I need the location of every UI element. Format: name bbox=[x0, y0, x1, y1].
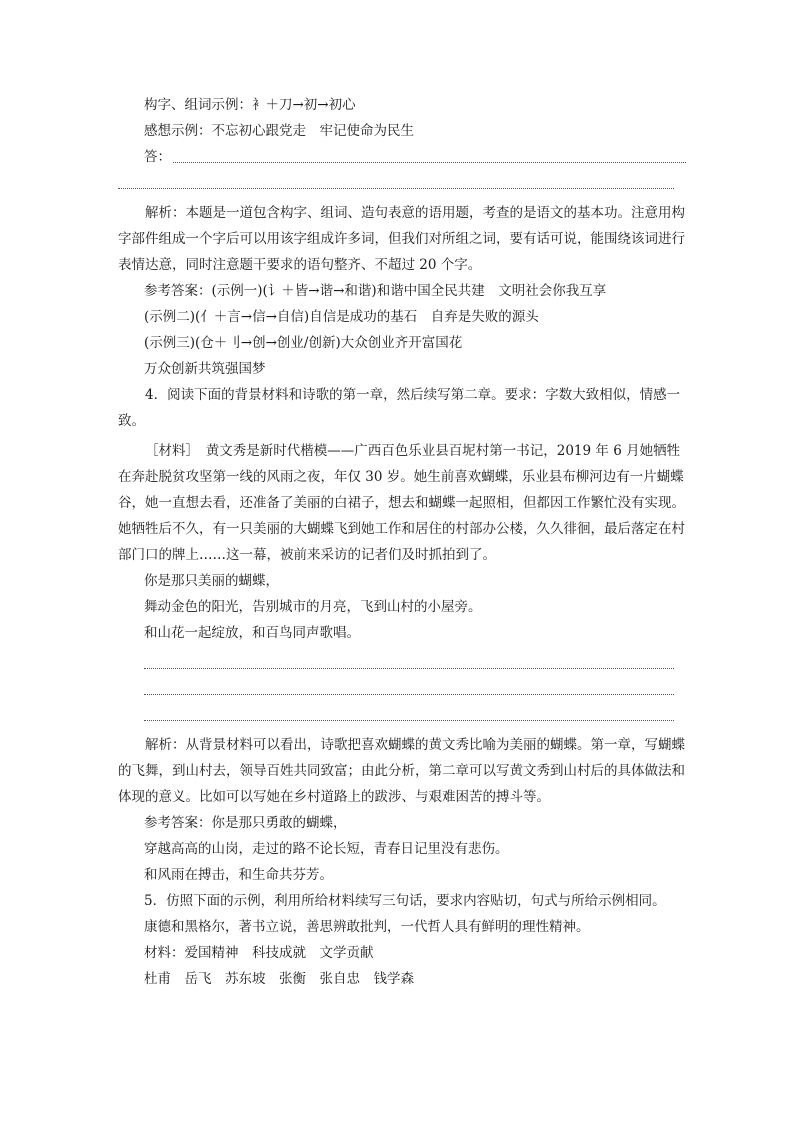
reference-poem-line-2: 穿越高高的山岗，走过的路不论长短，青春日记里没有悲伤。 bbox=[144, 841, 509, 857]
question-5-material: 材料：爱国精神 科技成就 文学贡献 bbox=[144, 945, 374, 961]
analysis-paragraph-2: 解析：从背景材料可以看出，诗歌把喜欢蝴蝶的黄文秀比喻为美丽的蝴蝶。第一章，写蝴蝶的飞舞，到山村去，领导百姓共同致富；由此分析，第二章可以写黄文秀到山村后的具体做法和体现的意义。比如可以写她在乡村道路上的跋涉、与艰难困苦的搏斗等。 bbox=[118, 737, 685, 805]
question-4-material: ［材料］ 黄文秀是新时代楷模——广西百色乐业县百坭村第一书记，2019 年 6 月她牺牲在奔赴脱贫攻坚第一线的风雨之夜，年仅 30 岁。她生前喜欢蝴蝶，乐业县布柳河边有一片蝴蝶谷，她一直想去看，还准备了美丽的白裙子，想去和蝴蝶一起照相，但都因工作繁忙没有实现。她牺牲后不久，有一只美丽的大蝴蝶飞到她工作和居住的村部办公楼，久久徘徊，最后落定在村部门口的牌上……这一幕，被前来采访的记者们及时抓拍到了。 bbox=[118, 443, 685, 563]
poem-line-2: 舞动金色的阳光，告别城市的月亮，飞到山村的小屋旁。 bbox=[144, 599, 482, 615]
poem-line-3: 和山花一起绽放，和百鸟同声歌唱。 bbox=[144, 625, 360, 641]
question-5-prompt: 5．仿照下面的示例，利用所给材料续写三句话，要求内容贴切，句式与所给示例相同。 bbox=[144, 893, 666, 909]
question-5-example: 康德和黑格尔，著书立说，善思辨敢批判，一代哲人具有鲜明的理性精神。 bbox=[144, 919, 590, 935]
poem-line-1: 你是那只美丽的蝴蝶， bbox=[144, 573, 279, 589]
question-4-prompt: 4．阅读下面的背景材料和诗歌的第一章，然后续写第二章。要求：字数大致相似，情感一致。 bbox=[118, 387, 681, 429]
reference-answer-4: 万众创新共筑强国梦 bbox=[144, 361, 266, 377]
answer-blank bbox=[173, 162, 686, 163]
question-5-names: 杜甫 岳飞 苏东坡 张衡 张自忠 钱学森 bbox=[144, 971, 414, 987]
reference-answer-3: (示例三)(仓＋刂→创→创业/创新)大众创业齐开富国花 bbox=[144, 335, 463, 351]
document-page bbox=[118, 92, 686, 992]
poem-answer-line-3[interactable] bbox=[118, 702, 686, 728]
answer-blank-line[interactable] bbox=[92, 170, 686, 196]
answer-label: 答： bbox=[144, 149, 171, 165]
reference-poem-line-1: 参考答案：你是那只勇敢的蝴蝶， bbox=[144, 815, 347, 831]
reference-answer-2: (示例二)(亻＋言→信→自信)自信是成功的基石 自弃是失败的源头 bbox=[144, 309, 539, 325]
poem-answer-line-2[interactable] bbox=[118, 676, 686, 702]
analysis-paragraph-1: 解析：本题是一道包含构字、组词、造句表意的语用题，考查的是语文的基本功。注意用构字部件组成一个字后可以用该字组成许多词，但我们对所组之词，要有话可说，能围绕该词进行表情达意，同时注意题干要求的语句整齐、不超过 20 个字。 bbox=[118, 205, 685, 273]
reflection-example: 感想示例：不忘初心跟党走 牢记使命为民生 bbox=[144, 123, 414, 139]
poem-answer-line-1[interactable] bbox=[118, 650, 686, 676]
reference-answer-1: 参考答案：(示例一)(讠＋皆→谐→和谐)和谐中国全民共建 文明社会你我互享 bbox=[144, 283, 607, 299]
char-construction-example: 构字、组词示例：衤＋刀→初→初心 bbox=[144, 97, 356, 113]
answer-line[interactable] bbox=[118, 144, 686, 170]
reference-poem-line-3: 和风雨在搏击，和生命共芬芳。 bbox=[144, 867, 333, 883]
